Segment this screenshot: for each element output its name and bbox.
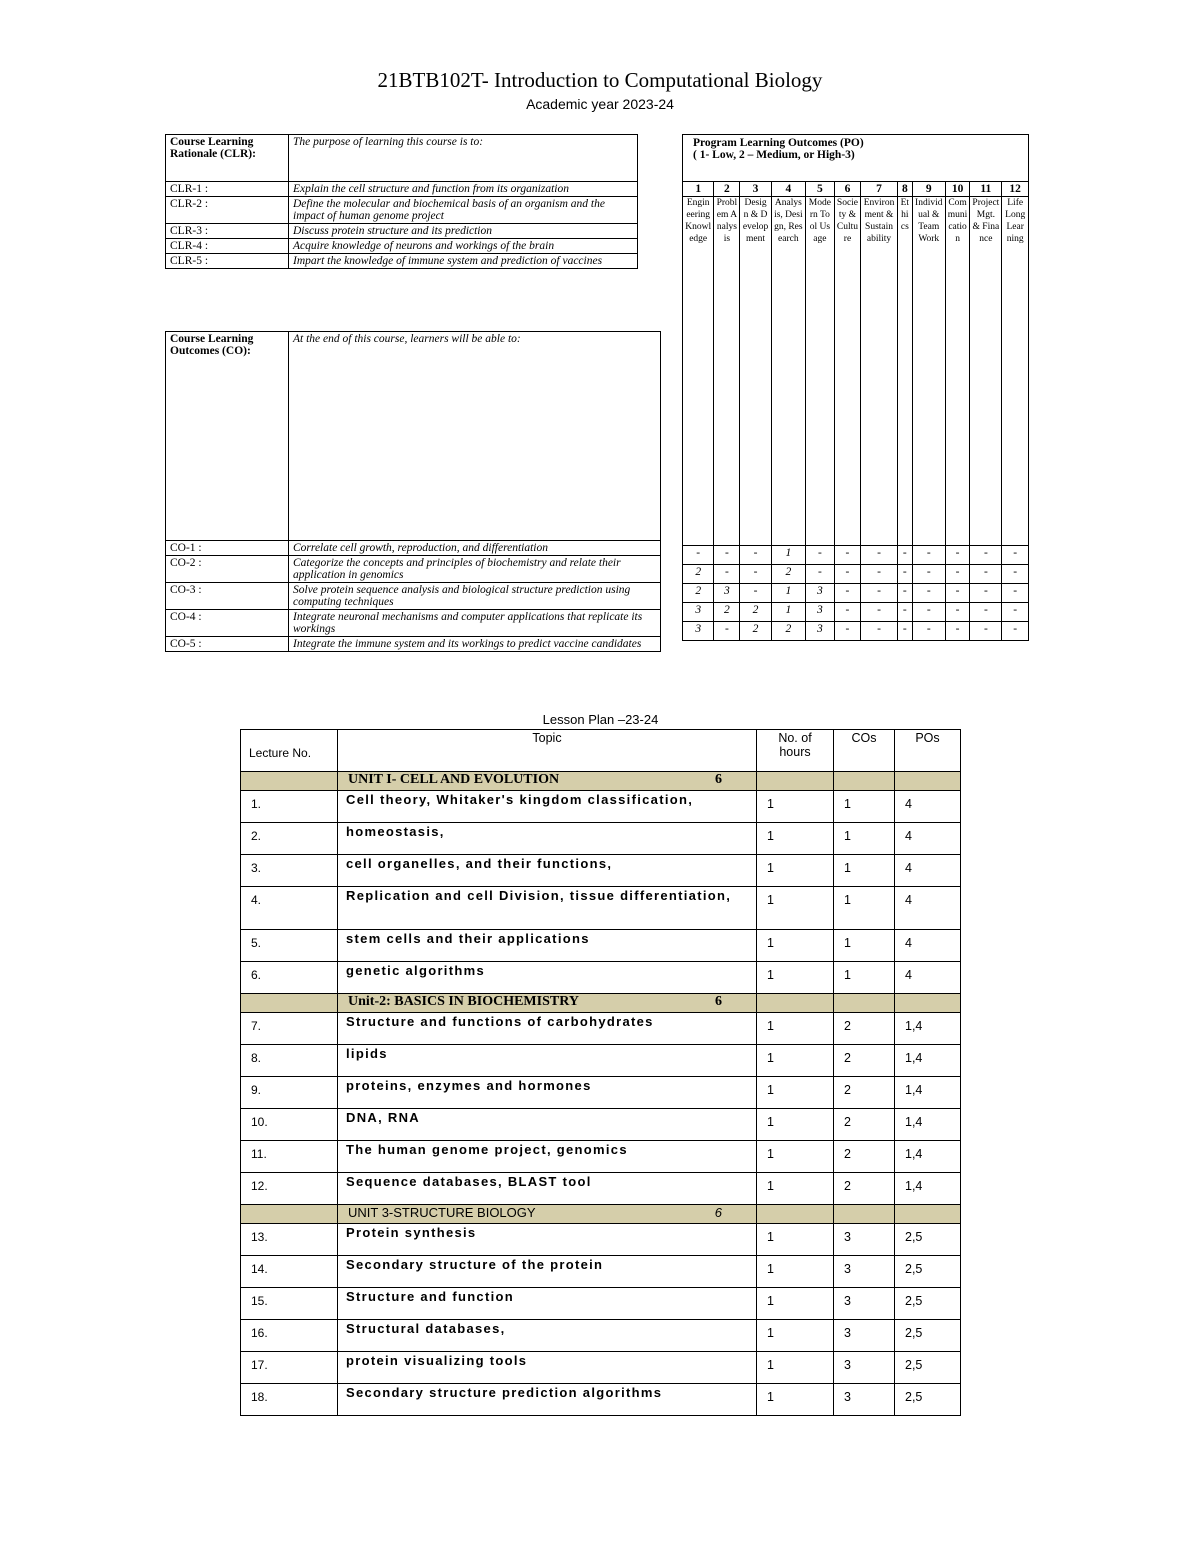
lecture-topic: lipids (338, 1045, 757, 1077)
po-value: 2 (714, 603, 740, 622)
lecture-hours: 1 (757, 930, 834, 962)
col-lecture-no: Lecture No. (241, 730, 338, 772)
clr-row (166, 224, 638, 239)
po-value: - (861, 622, 898, 641)
po-value: - (897, 603, 912, 622)
po-value: - (945, 565, 970, 584)
table-row (241, 1077, 961, 1109)
lecture-topic: Structure and function (338, 1288, 757, 1320)
lecture-topic: stem cells and their applications (338, 930, 757, 962)
clr-text: Impart the knowledge of immune system and prediction of vaccines (289, 254, 638, 269)
lecture-po: 4 (895, 855, 961, 887)
lecture-topic: Protein synthesis (338, 1224, 757, 1256)
po-value: - (861, 584, 898, 603)
po-value: 1 (771, 603, 805, 622)
table-row (241, 855, 961, 887)
table-row (241, 1173, 961, 1205)
po-name-row (683, 197, 1029, 546)
lecture-co: 3 (834, 1224, 895, 1256)
po-value: - (834, 546, 860, 565)
po-value: - (945, 603, 970, 622)
po-value: 1 (771, 546, 805, 565)
co-code: CO-3 : (166, 583, 289, 610)
lesson-plan-table (240, 729, 961, 1416)
lecture-co: 2 (834, 1173, 895, 1205)
po-value: - (970, 622, 1002, 641)
po-name: Environment & Sustainability (861, 197, 898, 546)
po-value: - (970, 603, 1002, 622)
po-value: - (897, 565, 912, 584)
unit-row (241, 994, 961, 1013)
lecture-topic: DNA, RNA (338, 1109, 757, 1141)
po-value: - (912, 603, 945, 622)
lecture-co: 1 (834, 930, 895, 962)
lecture-po: 4 (895, 930, 961, 962)
lecture-hours: 1 (757, 1077, 834, 1109)
table-row (241, 791, 961, 823)
clr-row (166, 239, 638, 254)
lecture-co: 1 (834, 791, 895, 823)
lecture-hours: 1 (757, 1173, 834, 1205)
po-value: - (912, 546, 945, 565)
co-header-row (166, 332, 661, 541)
lecture-co: 1 (834, 887, 895, 930)
po-value: 3 (805, 603, 834, 622)
lecture-co: 2 (834, 1077, 895, 1109)
co-code: CO-4 : (166, 610, 289, 637)
po-name: Engineering Knowledge (683, 197, 714, 546)
co-code: CO-5 : (166, 637, 289, 652)
lecture-hours: 1 (757, 1045, 834, 1077)
unit-spacer (757, 772, 834, 791)
lecture-po: 1,4 (895, 1141, 961, 1173)
lecture-po: 1,4 (895, 1045, 961, 1077)
lecture-co: 1 (834, 962, 895, 994)
po-number: 7 (861, 182, 898, 197)
lecture-co: 2 (834, 1109, 895, 1141)
po-value: - (912, 565, 945, 584)
clr-row (166, 254, 638, 269)
po-value: 2 (771, 565, 805, 584)
po-number: 10 (945, 182, 970, 197)
lecture-po: 2,5 (895, 1320, 961, 1352)
po-value: - (912, 622, 945, 641)
po-number: 1 (683, 182, 714, 197)
lecture-po: 1,4 (895, 1013, 961, 1045)
po-value: - (834, 565, 860, 584)
lecture-topic: Structure and functions of carbohydrates (338, 1013, 757, 1045)
po-name: Communication (945, 197, 970, 546)
lecture-po: 2,5 (895, 1352, 961, 1384)
co-code: CO-1 : (166, 541, 289, 556)
po-number: 5 (805, 182, 834, 197)
po-value: - (1002, 546, 1029, 565)
lecture-topic: genetic algorithms (338, 962, 757, 994)
col-cos: COs (834, 730, 895, 772)
po-name: Life Long Learning (1002, 197, 1029, 546)
po-matrix-row (683, 565, 1029, 584)
lecture-co: 3 (834, 1320, 895, 1352)
po-number: 8 (897, 182, 912, 197)
po-value: - (912, 584, 945, 603)
po-value: - (1002, 584, 1029, 603)
lecture-co: 2 (834, 1013, 895, 1045)
unit-spacer (241, 994, 338, 1013)
lecture-number: 11. (241, 1141, 338, 1173)
co-intro: At the end of this course, learners will be able to: (289, 332, 661, 541)
lecture-co: 3 (834, 1384, 895, 1416)
po-value: - (1002, 603, 1029, 622)
po-name: Ethics (897, 197, 912, 546)
lecture-po: 1,4 (895, 1173, 961, 1205)
co-text: Integrate the immune system and its workings to predict vaccine candidates (289, 637, 661, 652)
lecture-number: 8. (241, 1045, 338, 1077)
clr-row (166, 197, 638, 224)
lesson-header-row (241, 730, 961, 772)
po-value: - (714, 546, 740, 565)
lecture-co: 3 (834, 1288, 895, 1320)
lecture-hours: 1 (757, 1384, 834, 1416)
po-name: Design & Development (740, 197, 771, 546)
table-row (241, 930, 961, 962)
lecture-number: 17. (241, 1352, 338, 1384)
po-name: Modern Tool Usage (805, 197, 834, 546)
po-number: 12 (1002, 182, 1029, 197)
po-value: 2 (740, 603, 771, 622)
co-row (166, 637, 661, 652)
lecture-hours: 1 (757, 887, 834, 930)
po-matrix-row (683, 584, 1029, 603)
unit-spacer (241, 1205, 338, 1224)
lecture-po: 4 (895, 962, 961, 994)
lecture-hours: 1 (757, 791, 834, 823)
po-name: Analysis, Design, Research (771, 197, 805, 546)
po-value: - (970, 546, 1002, 565)
po-value: - (805, 546, 834, 565)
lecture-topic: proteins, enzymes and hormones (338, 1077, 757, 1109)
table-row (241, 1352, 961, 1384)
lecture-topic: The human genome project, genomics (338, 1141, 757, 1173)
po-value: 2 (683, 584, 714, 603)
unit-title: Unit-2: BASICS IN BIOCHEMISTRY (348, 994, 579, 1009)
table-row (241, 1109, 961, 1141)
clr-header-row (166, 135, 638, 182)
po-value: 1 (771, 584, 805, 603)
po-value: - (1002, 565, 1029, 584)
co-text: Categorize the concepts and principles of biochemistry and relate their application in genomics (289, 556, 661, 583)
po-value: - (740, 546, 771, 565)
po-value: - (714, 565, 740, 584)
co-row (166, 583, 661, 610)
po-value: 2 (683, 565, 714, 584)
table-row (241, 1288, 961, 1320)
po-number: 6 (834, 182, 860, 197)
unit-row (241, 772, 961, 791)
lecture-number: 13. (241, 1224, 338, 1256)
po-value: - (740, 584, 771, 603)
clr-intro: The purpose of learning this course is to: (289, 135, 638, 182)
lesson-body (241, 772, 961, 1416)
po-name: Individual & Team Work (912, 197, 945, 546)
clr-code: CLR-5 : (166, 254, 289, 269)
table-row (241, 1320, 961, 1352)
lecture-topic: Structural databases, (338, 1320, 757, 1352)
lecture-hours: 1 (757, 1224, 834, 1256)
po-matrix-row (683, 546, 1029, 565)
po-value: - (714, 622, 740, 641)
clr-table (165, 134, 638, 269)
lecture-co: 3 (834, 1352, 895, 1384)
po-value: 3 (683, 622, 714, 641)
clr-code: CLR-3 : (166, 224, 289, 239)
po-number-row (683, 182, 1029, 197)
po-value: - (970, 565, 1002, 584)
lecture-hours: 1 (757, 1320, 834, 1352)
clr-text: Discuss protein structure and its prediction (289, 224, 638, 239)
lecture-hours: 1 (757, 855, 834, 887)
unit-title-cell (338, 994, 757, 1013)
po-value: - (834, 584, 860, 603)
po-number: 2 (714, 182, 740, 197)
lecture-number: 9. (241, 1077, 338, 1109)
lecture-po: 1,4 (895, 1109, 961, 1141)
lecture-number: 6. (241, 962, 338, 994)
lecture-po: 1,4 (895, 1077, 961, 1109)
po-name: Project Mgt. & Finance (970, 197, 1002, 546)
lecture-number: 4. (241, 887, 338, 930)
unit-spacer (757, 994, 834, 1013)
po-value: - (945, 546, 970, 565)
table-row (241, 1224, 961, 1256)
table-row (241, 887, 961, 930)
table-row (241, 1045, 961, 1077)
unit-spacer (895, 994, 961, 1013)
table-row (241, 1141, 961, 1173)
co-code: CO-2 : (166, 556, 289, 583)
po-matrix-row (683, 603, 1029, 622)
lecture-po: 2,5 (895, 1384, 961, 1416)
co-text: Integrate neuronal mechanisms and computer applications that replicate its workings (289, 610, 661, 637)
po-value: - (834, 603, 860, 622)
po-number: 4 (771, 182, 805, 197)
unit-spacer (241, 772, 338, 791)
lecture-co: 3 (834, 1256, 895, 1288)
lecture-number: 18. (241, 1384, 338, 1416)
lecture-hours: 1 (757, 1288, 834, 1320)
unit-hours: 6 (714, 1205, 722, 1220)
lecture-topic: Secondary structure prediction algorithms (338, 1384, 757, 1416)
lecture-hours: 1 (757, 823, 834, 855)
lecture-topic: protein visualizing tools (338, 1352, 757, 1384)
lecture-number: 2. (241, 823, 338, 855)
lecture-po: 2,5 (895, 1288, 961, 1320)
po-value: - (945, 584, 970, 603)
lecture-topic: cell organelles, and their functions, (338, 855, 757, 887)
po-value: - (834, 622, 860, 641)
lecture-po: 4 (895, 791, 961, 823)
clr-code: CLR-2 : (166, 197, 289, 224)
po-title: Program Learning Outcomes (PO) (693, 137, 864, 149)
table-row (241, 1013, 961, 1045)
unit-hours: 6 (715, 772, 722, 787)
lecture-hours: 1 (757, 1256, 834, 1288)
po-value: - (945, 622, 970, 641)
lecture-number: 12. (241, 1173, 338, 1205)
po-value: - (897, 546, 912, 565)
po-value: - (897, 622, 912, 641)
lecture-co: 2 (834, 1045, 895, 1077)
unit-spacer (895, 1205, 961, 1224)
po-value: 2 (740, 622, 771, 641)
table-row (241, 823, 961, 855)
lecture-po: 2,5 (895, 1256, 961, 1288)
po-value: - (1002, 622, 1029, 641)
clr-code: CLR-4 : (166, 239, 289, 254)
co-row (166, 610, 661, 637)
po-header-row (683, 135, 1029, 182)
lecture-number: 3. (241, 855, 338, 887)
table-row (241, 1256, 961, 1288)
clr-code: CLR-1 : (166, 182, 289, 197)
po-header (683, 135, 1029, 182)
unit-title-cell (338, 772, 757, 791)
table-row (241, 962, 961, 994)
po-table (682, 134, 1029, 641)
clr-text: Define the molecular and biochemical basis of an organism and the impact of human genome project (289, 197, 638, 224)
unit-spacer (895, 772, 961, 791)
unit-hours: 6 (715, 994, 722, 1009)
co-text: Solve protein sequence analysis and biological structure prediction using computing techniques (289, 583, 661, 610)
po-value: 3 (714, 584, 740, 603)
lecture-number: 5. (241, 930, 338, 962)
lecture-co: 1 (834, 823, 895, 855)
lecture-hours: 1 (757, 1013, 834, 1045)
co-row (166, 556, 661, 583)
lecture-po: 4 (895, 887, 961, 930)
po-number: 3 (740, 182, 771, 197)
lecture-topic: Replication and cell Division, tissue differentiation, (338, 887, 757, 930)
col-hours: No. of hours (757, 730, 834, 772)
unit-spacer (834, 1205, 895, 1224)
unit-row (241, 1205, 961, 1224)
lecture-hours: 1 (757, 1109, 834, 1141)
co-text: Correlate cell growth, reproduction, and differentiation (289, 541, 661, 556)
col-topic: Topic (338, 730, 757, 772)
po-value: - (740, 565, 771, 584)
lecture-hours: 1 (757, 1141, 834, 1173)
lecture-number: 16. (241, 1320, 338, 1352)
po-value: 3 (683, 603, 714, 622)
clr-text: Acquire knowledge of neurons and workings of the brain (289, 239, 638, 254)
po-value: 2 (771, 622, 805, 641)
lecture-po: 2,5 (895, 1224, 961, 1256)
po-name: Problem Analysis (714, 197, 740, 546)
po-value: 3 (805, 622, 834, 641)
col-pos: POs (895, 730, 961, 772)
po-scale: ( 1- Low, 2 – Medium, or High-3) (693, 149, 855, 161)
academic-year: Academic year 2023-24 (526, 96, 674, 112)
lecture-topic: Secondary structure of the protein (338, 1256, 757, 1288)
co-label: Course Learning Outcomes (CO): (166, 332, 289, 541)
lecture-number: 10. (241, 1109, 338, 1141)
lecture-number: 7. (241, 1013, 338, 1045)
co-row (166, 541, 661, 556)
lesson-plan-caption: Lesson Plan –23-24 (542, 712, 659, 727)
po-value: - (683, 546, 714, 565)
lecture-number: 15. (241, 1288, 338, 1320)
lecture-number: 14. (241, 1256, 338, 1288)
table-row (241, 1384, 961, 1416)
unit-spacer (757, 1205, 834, 1224)
lecture-topic: Sequence databases, BLAST tool (338, 1173, 757, 1205)
po-value: - (861, 565, 898, 584)
unit-title-cell (338, 1205, 757, 1224)
clr-label: Course Learning Rationale (CLR): (166, 135, 289, 182)
lecture-hours: 1 (757, 1352, 834, 1384)
po-name: Society & Culture (834, 197, 860, 546)
po-value: - (897, 584, 912, 603)
unit-title: UNIT 3-STRUCTURE BIOLOGY (348, 1205, 536, 1220)
co-table (165, 331, 661, 652)
po-number: 9 (912, 182, 945, 197)
po-value: - (861, 603, 898, 622)
po-value: - (805, 565, 834, 584)
unit-spacer (834, 994, 895, 1013)
document-title: 21BTB102T- Introduction to Computational Biology (377, 68, 823, 92)
po-value: - (970, 584, 1002, 603)
po-value: - (861, 546, 898, 565)
lecture-hours: 1 (757, 962, 834, 994)
lecture-po: 4 (895, 823, 961, 855)
lecture-number: 1. (241, 791, 338, 823)
clr-row (166, 182, 638, 197)
po-value: 3 (805, 584, 834, 603)
unit-title: UNIT I- CELL AND EVOLUTION (348, 772, 560, 787)
lecture-co: 2 (834, 1141, 895, 1173)
lecture-co: 1 (834, 855, 895, 887)
clr-text: Explain the cell structure and function from its organization (289, 182, 638, 197)
lecture-topic: Cell theory, Whitaker's kingdom classification, (338, 791, 757, 823)
unit-spacer (834, 772, 895, 791)
po-matrix-row (683, 622, 1029, 641)
lecture-topic: homeostasis, (338, 823, 757, 855)
po-number: 11 (970, 182, 1002, 197)
